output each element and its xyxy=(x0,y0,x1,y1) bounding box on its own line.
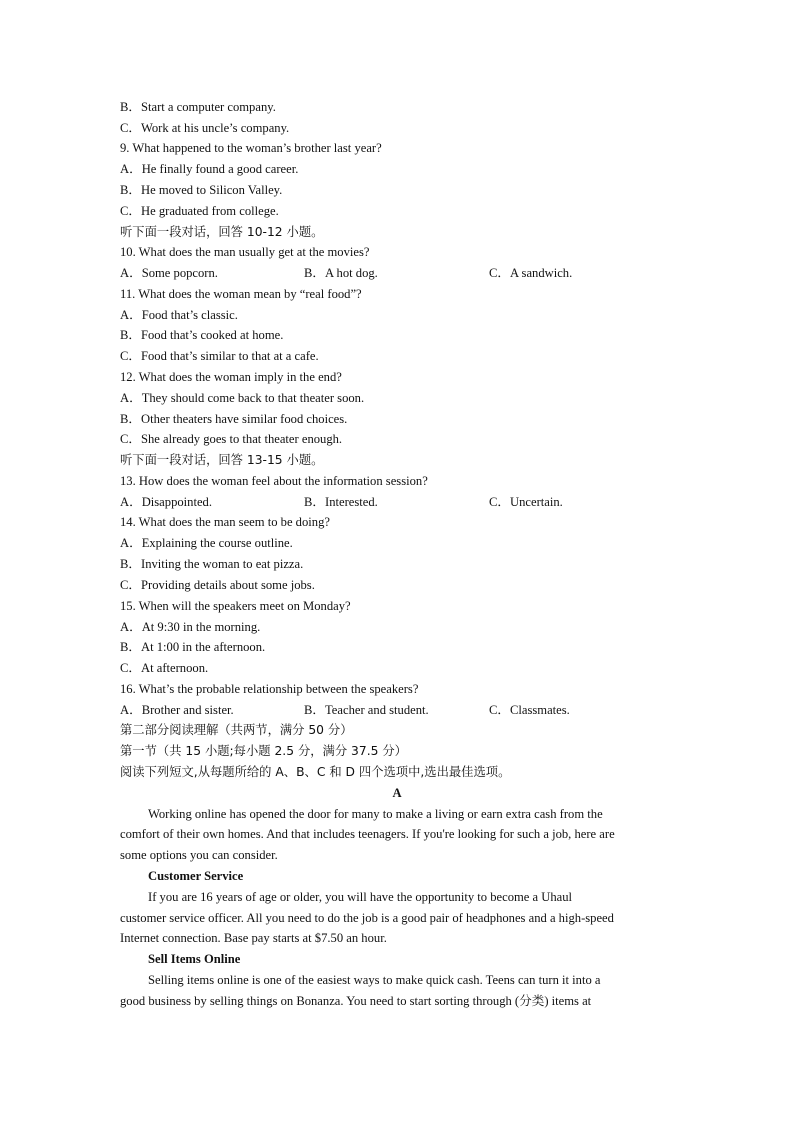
option-line: B．He moved to Silicon Valley. xyxy=(120,183,283,197)
option-line: B．Start a computer company. xyxy=(120,100,276,114)
question-9: 9. What happened to the woman’s brother last year? xyxy=(120,141,382,155)
option-line: B．Food that’s cooked at home. xyxy=(120,328,284,342)
option-a: A．Some popcorn. xyxy=(120,266,218,280)
question-11: 11. What does the woman mean by “real food”? xyxy=(120,287,362,301)
option-line: B．Inviting the woman to eat pizza. xyxy=(120,557,304,571)
option-a: A．Brother and sister. xyxy=(120,703,234,717)
option-line: C．She already goes to that theater enough. xyxy=(120,432,343,446)
option-line: B．Other theaters have similar food choices. xyxy=(120,412,348,426)
passage-line: Selling items online is one of the easiest ways to make quick cash. Teens can turn it into a xyxy=(148,973,601,987)
listening-instruction: 听下面一段对话，回答 10-12 小题。 xyxy=(120,225,324,239)
option-b: B．A hot dog. xyxy=(304,266,378,280)
option-line: B．At 1:00 in the afternoon. xyxy=(120,640,266,654)
passage-line: customer service officer. All you need to do the job is a good pair of headphones and a high-speed xyxy=(120,911,614,925)
passage-line: If you are 16 years of age or older, you will have the opportunity to become a Uhaul xyxy=(148,890,573,904)
question-10: 10. What does the man usually get at the movies? xyxy=(120,245,370,259)
option-line: A．They should come back to that theater soon. xyxy=(120,391,365,405)
question-16: 16. What’s the probable relationship between the speakers? xyxy=(120,682,419,696)
option-line: C．Work at his uncle’s company. xyxy=(120,121,290,135)
passage-line: some options you can consider. xyxy=(120,848,278,862)
passage-line: Internet connection. Base pay starts at $7.50 an hour. xyxy=(120,931,387,945)
option-line: C．Food that’s similar to that at a cafe. xyxy=(120,349,319,363)
option-a: A．Disappointed. xyxy=(120,495,212,509)
question-14: 14. What does the man seem to be doing? xyxy=(120,515,330,529)
option-line: C．He graduated from college. xyxy=(120,204,279,218)
reading-instruction: 阅读下列短文,从每题所给的 A、B、C 和 D 四个选项中,选出最佳选项。 xyxy=(120,765,511,779)
option-line: A．Explaining the course outline. xyxy=(120,536,293,550)
section-one-heading: 第一节（共 15 小题;每小题 2.5 分，满分 37.5 分） xyxy=(120,744,407,758)
passage-line: Working online has opened the door for many to make a living or earn extra cash from the xyxy=(148,807,603,821)
passage-subheading: Sell Items Online xyxy=(148,952,241,966)
part-two-heading: 第二部分阅读理解（共两节，满分 50 分） xyxy=(120,723,353,737)
question-12: 12. What does the woman imply in the end? xyxy=(120,370,342,384)
option-c: C．A sandwich. xyxy=(489,266,573,280)
passage-subheading: Customer Service xyxy=(148,869,244,883)
option-b: B．Teacher and student. xyxy=(304,703,429,717)
option-c: C．Classmates. xyxy=(489,703,570,717)
listening-instruction: 听下面一段对话，回答 13-15 小题。 xyxy=(120,453,324,467)
passage-a-title: A xyxy=(392,786,402,800)
option-line: A．At 9:30 in the morning. xyxy=(120,620,261,634)
option-line: A．He finally found a good career. xyxy=(120,162,299,176)
passage-line: comfort of their own homes. And that includes teenagers. If you're looking for such a job, here are xyxy=(120,827,615,841)
question-13: 13. How does the woman feel about the information session? xyxy=(120,474,428,488)
option-line: C．Providing details about some jobs. xyxy=(120,578,315,592)
option-b: B．Interested. xyxy=(304,495,378,509)
option-line: A．Food that’s classic. xyxy=(120,308,238,322)
passage-line: good business by selling things on Bonanza. You need to start sorting through (分类) items at xyxy=(120,994,592,1008)
option-c: C．Uncertain. xyxy=(489,495,563,509)
question-15: 15. When will the speakers meet on Monday? xyxy=(120,599,351,613)
option-line: C．At afternoon. xyxy=(120,661,209,675)
